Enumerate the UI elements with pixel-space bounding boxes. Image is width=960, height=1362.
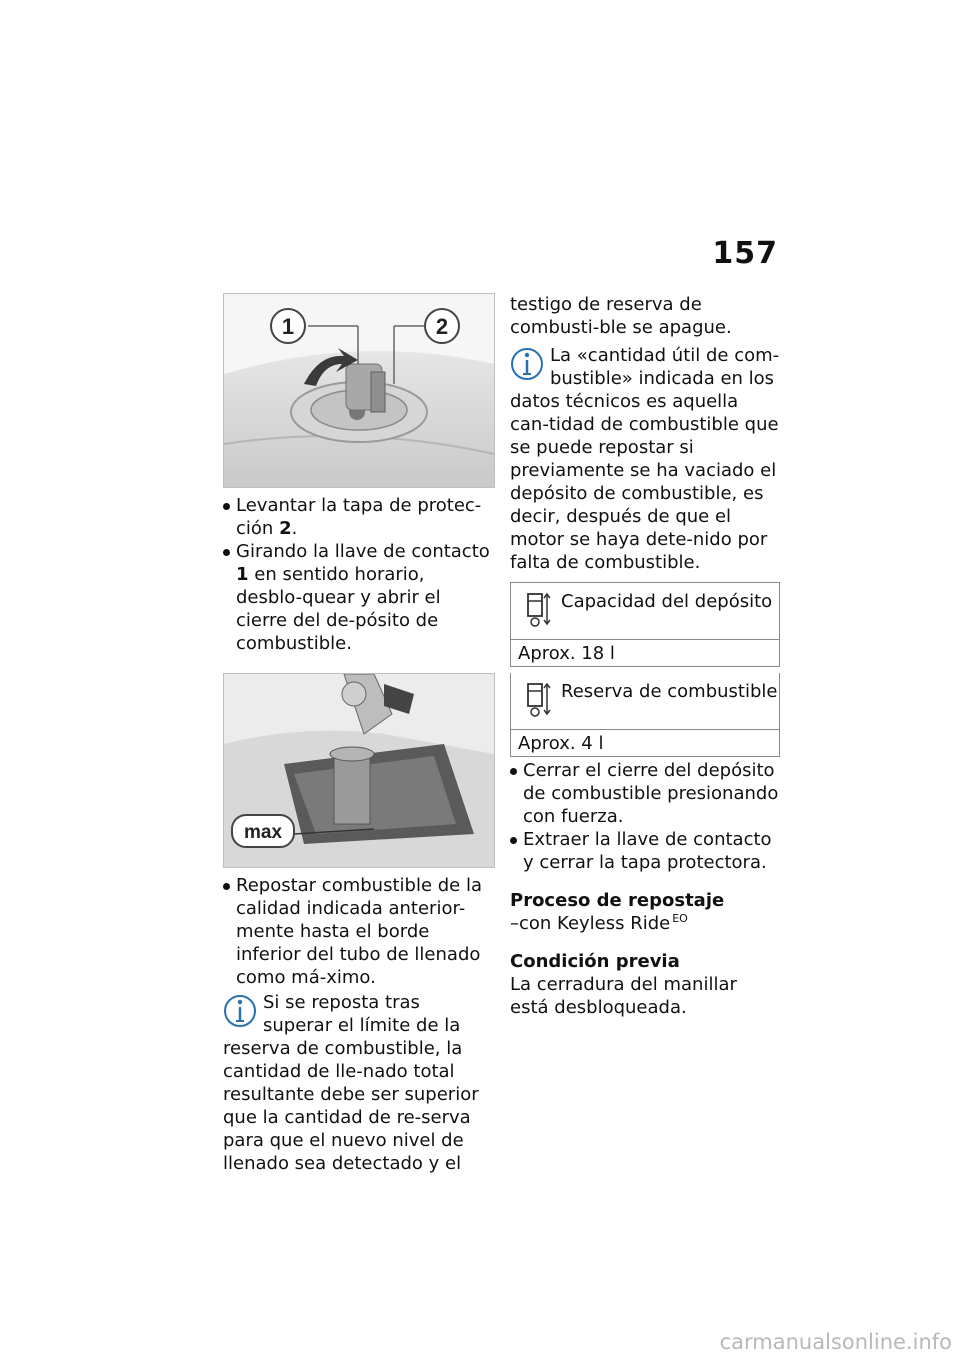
callout-2: 2 — [435, 314, 449, 339]
fuel-pump-icon — [525, 681, 551, 719]
note-text: Si se reposta tras superar el límite de la reserva de combustible, la cantidad de lle-nado total resultante debe ser superior que la cantidad de re-serva para que el nuevo nivel de llenado sea detectado y el — [223, 992, 479, 1174]
watermark: carmanualsonline.info — [719, 1330, 952, 1354]
spec-fuel-reserve — [510, 673, 780, 757]
left-column — [223, 293, 493, 1175]
spec-value: Aprox. 18 l — [518, 643, 615, 664]
info-icon — [223, 993, 257, 1033]
list-item: Extraer la llave de contacto y cerrar la tapa protectora. — [510, 828, 780, 874]
option-superscript: EO — [672, 912, 688, 925]
spec-value: Aprox. 4 l — [518, 733, 604, 754]
steps-list-2 — [223, 874, 493, 989]
precondition-text: La cerradura del manillar está desbloqueada. — [510, 974, 737, 1018]
filler-neck-figure — [223, 673, 495, 868]
spec-label: Capacidad del depósito — [561, 591, 773, 612]
steps-list-1 — [223, 494, 493, 655]
steps-list-3 — [510, 759, 780, 874]
section-subtitle: –con Keyless Ride $^{EO}$ — [510, 912, 688, 934]
callout-1: 1 — [281, 314, 295, 339]
list-item: Repostar combustible de la calidad indicada anterior-mente hasta el borde inferior del tubo de llenado como má-ximo. — [223, 874, 493, 989]
section-title-precondition: Condición previa — [510, 951, 680, 972]
info-note-left — [223, 989, 493, 1175]
spec-tank-capacity — [510, 582, 780, 667]
fuel-cap-illustration — [224, 294, 494, 487]
list-item: Cerrar el cierre del depósito de combustible presionando con fuerza. — [510, 759, 780, 828]
spec-label: Reserva de combustible — [561, 681, 778, 702]
item-ref: 2 — [279, 518, 292, 539]
item-ref: 1 — [236, 564, 249, 585]
list-item: Girando la llave de contacto 1 en sentido horario, desblo-quear y abrir el cierre del de-pósito de combustible. — [223, 540, 493, 655]
filler-neck-illustration — [224, 674, 494, 867]
fuel-pump-icon — [525, 591, 551, 629]
note-text: La «cantidad útil de com-bustible» indicada en los datos técnicos es aquella can-tidad de combustible que se puede repostar si previamente se ha vaciado el depósito de combustible, es decir, después de que el motor se haya dete-nido por falta de combustible. — [510, 345, 780, 573]
info-note-right — [510, 342, 780, 574]
page-number: 157 — [712, 236, 778, 271]
section-title-refueling: Proceso de repostaje — [510, 890, 725, 911]
max-label: max — [243, 822, 283, 843]
info-icon — [510, 346, 544, 386]
right-column — [510, 293, 780, 1019]
fuel-cap-figure — [223, 293, 495, 488]
list-item: Levantar la tapa de protec-ción 2. — [223, 494, 493, 540]
continuation-text: testigo de reserva de combusti-ble se apague. — [510, 294, 732, 338]
